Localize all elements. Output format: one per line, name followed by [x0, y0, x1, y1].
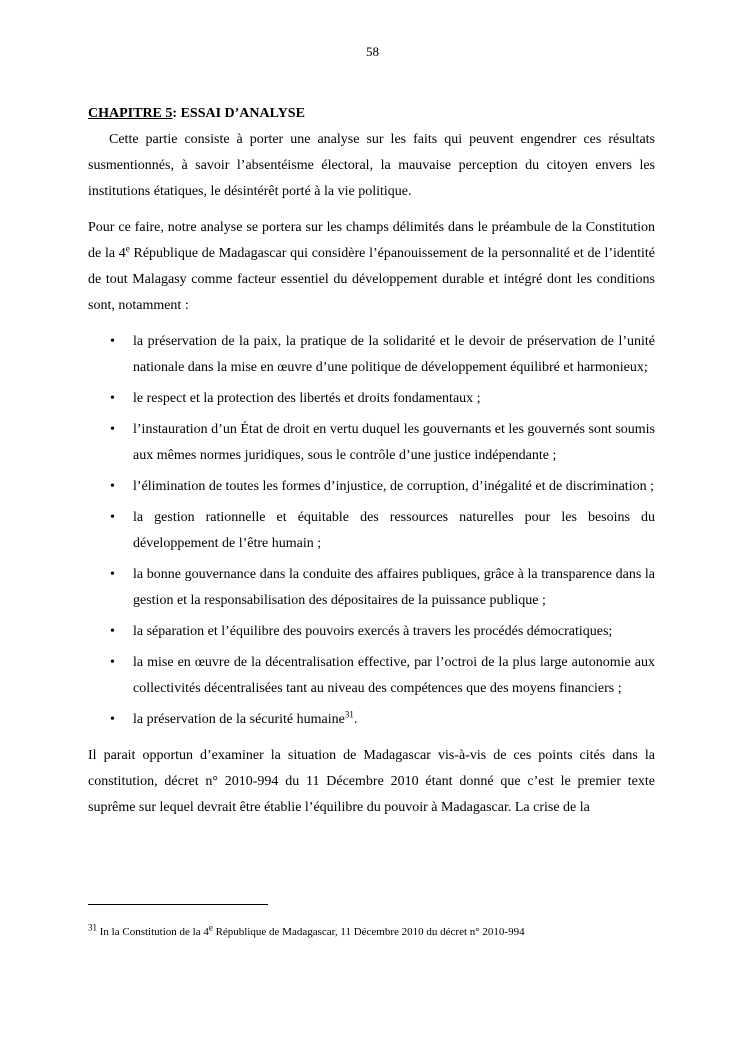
conditions-list	[88, 329, 655, 733]
footnote-reference[interactable]: 31	[344, 709, 354, 720]
chapter-number: CHAPITRE 5	[88, 106, 173, 121]
list-item: • l’élimination de toutes les formes d’injustice, de corruption, d’inégalité et de discrimination ;	[88, 474, 655, 500]
bullet-icon: •	[110, 334, 115, 349]
list-item: • l’instauration d’un État de droit en vertu duquel les gouvernants et les gouvernés sont soumis aux mêmes normes juridiques, sous le contrôle d’une justice indépendante ;	[88, 417, 655, 469]
bullet-icon: •	[110, 712, 115, 727]
bullet-icon: •	[110, 567, 115, 582]
bullet-icon: •	[110, 655, 115, 670]
list-item: • la bonne gouvernance dans la conduite des affaires publiques, grâce à la transparence dans la gestion et la responsabilisation des dépositaires de la puissance publique ;	[88, 562, 655, 614]
page-number: 58	[366, 44, 379, 59]
intro-paragraph: Cette partie consiste à porter une analyse sur les faits qui peuvent engendrer ces résultats susmentionnés, à savoir l’absentéisme électoral, la mauvaise perception du citoyen envers les institutions étatiques, le désintérêt porté à la vie politique.	[88, 132, 655, 199]
chapter-title: : ESSAI D’ANALYSE	[172, 106, 305, 121]
list-item: • la mise en œuvre de la décentralisation effective, par l’octroi de la plus large autonomie aux collectivités décentralisées tant au niveau des compétences que des moyens financiers ;	[88, 650, 655, 702]
bullet-icon: •	[110, 422, 115, 437]
footnote-number: 31	[88, 922, 97, 933]
list-item: • la gestion rationnelle et équitable des ressources naturelles pour les besoins du développement de l’être humain ;	[88, 505, 655, 557]
list-item: • la séparation et l’équilibre des pouvoirs exercés à travers les procédés démocratiques;	[88, 619, 655, 645]
list-item: • la préservation de la sécurité humaine$^{31}$.	[88, 707, 655, 733]
footnote-separator	[88, 904, 268, 905]
bullet-icon: •	[110, 391, 115, 406]
bullet-icon: •	[110, 510, 115, 525]
list-item: • le respect et la protection des libertés et droits fondamentaux ;	[88, 386, 655, 412]
footnote: $^{31}$ In la Constitution de la 4e République de Madagascar, 11 Décembre 2010 du décret n° 2010-994	[88, 922, 525, 938]
conclusion-paragraph: Il parait opportun d’examiner la situation de Madagascar vis-à-vis de ces points cités dans la constitution, décret n° 2010-994 du 11 Décembre 2010 étant donné que c’est le premier texte suprême sur lequel devrait être établie l’équilibre du pouvoir à Madagascar. La crise de la	[88, 748, 655, 815]
list-item: • la préservation de la paix, la pratique de la solidarité et le devoir de préservation de l’unité nationale dans la mise en œuvre d’une politique de développement équilibré et harmonieux;	[88, 329, 655, 381]
bullet-icon: •	[110, 624, 115, 639]
document-body	[88, 101, 655, 821]
constitution-paragraph: Pour ce faire, notre analyse se portera sur les champs délimités dans le préambule de la Constitution de la 4e République de Madagascar qui considère l’épanouissement de la personnalité et de l’identité de tout Malagasy comme facteur essentiel du développement durable et intégré dont les conditions sont, notamment :	[88, 220, 655, 313]
chapter-heading	[88, 101, 655, 127]
bullet-icon: •	[110, 479, 115, 494]
